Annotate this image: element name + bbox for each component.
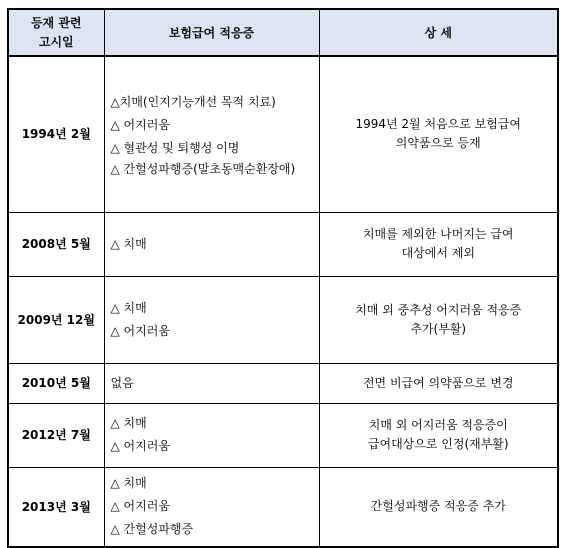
row-indications	[104, 403, 319, 467]
row-detail	[319, 276, 558, 363]
row-indications	[104, 467, 319, 547]
row-date: 2008년 5월	[8, 212, 104, 276]
table-row	[8, 56, 558, 212]
indication-item: 없음	[110, 375, 134, 390]
row-date: 2013년 3월	[8, 467, 104, 547]
header-listing-date	[8, 9, 104, 56]
indication-item: △ 간헐성파행증(말초동맥순환장애)	[110, 161, 296, 176]
indication-item: △ 어지러움	[110, 117, 170, 132]
header-listing-date-line2: 고시일	[38, 34, 74, 49]
detail-line: 급여대상으로 인정(재부활)	[367, 437, 509, 451]
row-indications	[104, 56, 319, 212]
row-date: 2012년 7월	[8, 403, 104, 467]
indication-item: △ 어지러움	[110, 439, 170, 453]
indication-item: △ 치매	[110, 236, 147, 251]
indication-item: △ 혈관성 및 퇴행성 이명	[110, 140, 240, 155]
row-detail	[319, 212, 558, 276]
indication-item: △ 치매	[110, 476, 147, 491]
indication-item: △ 치매	[110, 416, 147, 430]
indication-item: △ 어지러움	[110, 499, 170, 514]
header-details: 상 세	[319, 9, 558, 56]
row-detail	[319, 56, 558, 212]
detail-line: 대상에서 제외	[401, 246, 475, 260]
row-detail	[319, 363, 558, 403]
header-indications: 보험급여 적응증	[104, 9, 319, 56]
row-date: 1994년 2월	[8, 56, 104, 212]
row-detail	[319, 467, 558, 547]
table-row	[8, 403, 558, 467]
indication-item: △ 어지러움	[110, 323, 170, 338]
detail-line: 간헐성파행증 적응증 추가	[370, 499, 506, 514]
detail-line: 치매를 제외한 나머지는 급여	[362, 227, 514, 241]
detail-line: 1994년 2월 처음으로 보험급여	[355, 117, 522, 132]
table-row	[8, 212, 558, 276]
row-indications	[104, 212, 319, 276]
row-date: 2010년 5월	[8, 363, 104, 403]
indication-item: △치매(인지기능개선 목적 치료)	[110, 94, 276, 109]
table-header-row	[8, 9, 558, 56]
indication-item: △ 치매	[110, 300, 147, 315]
reimbursement-history-table	[7, 8, 559, 548]
row-indications	[104, 276, 319, 363]
table-row	[8, 363, 558, 403]
detail-line: 치매 외 중추성 어지러움 적응증	[355, 302, 522, 317]
header-listing-date-line1: 등재 관련	[30, 15, 82, 30]
row-indications	[104, 363, 319, 403]
detail-line: 추가(부활)	[410, 321, 467, 336]
detail-line: 치매 외 어지러움 적응증이	[368, 418, 508, 432]
detail-line: 전면 비급여 의약품으로 변경	[362, 375, 514, 390]
table-row	[8, 467, 558, 547]
indication-item: △ 간헐성파행증	[110, 522, 194, 537]
detail-line: 의약품으로 등재	[395, 136, 481, 151]
row-date: 2009년 12월	[8, 276, 104, 363]
row-detail	[319, 403, 558, 467]
table-row	[8, 276, 558, 363]
